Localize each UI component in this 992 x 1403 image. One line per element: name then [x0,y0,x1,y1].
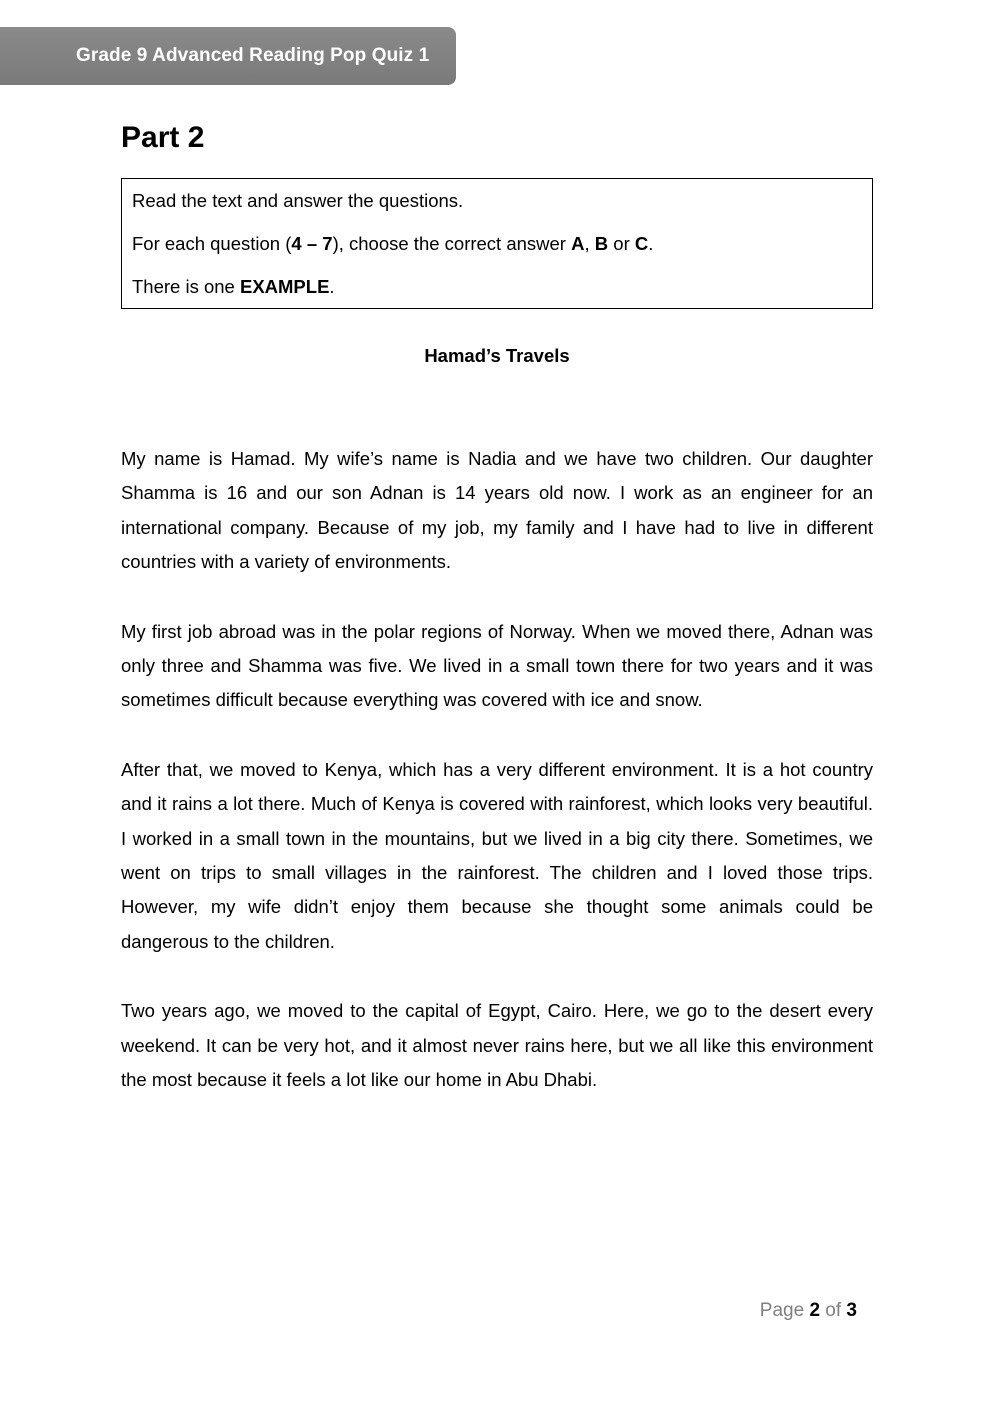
page-number: Page 2 of 3 [759,1300,857,1321]
part-title: Part 2 [121,121,205,154]
option-a: A [571,233,585,254]
option-c: C [634,233,649,254]
question-range: 4 – 7 [291,233,333,254]
instruction-line-3: There is one EXAMPLE. [132,276,335,297]
current-page: 2 [809,1300,821,1321]
passage-title: Hamad’s Travels [424,345,570,366]
passage-paragraph: Two years ago, we moved to the capital of Egypt, Cairo. Here, we go to the desert every weekend. It can be very hot, and it almost never rains here, but we all like this environment the most because it feels a lot like our home in Abu Dhabi. [121,1000,873,1091]
total-pages: 3 [846,1300,857,1321]
instructions-box [121,178,873,309]
passage-paragraph: My name is Hamad. My wife’s name is Nadia and we have two children. Our daughter Shamma is 16 and our son Adnan is 14 years old now. I work as an engineer for an international company. Because of my job, my family and I have had to live in different countries with a variety of environments. [121,448,873,573]
instruction-line-1: Read the text and answer the questions. [132,190,464,211]
example-keyword: EXAMPLE [239,276,330,297]
passage-paragraph: After that, we moved to Kenya, which has a very different environment. It is a hot country and it rains a lot there. Much of Kenya is covered with rainforest, which looks very beautiful. I worked in a small town in the mountains, but we lived in a big city there. Sometimes, we went on trips to small villages in the rainforest. The children and I loved those trips. However, my wife didn’t enjoy them because she thought some animals could be dangerous to the children. [121,758,873,952]
option-b: B [594,233,609,254]
quiz-title: Grade 9 Advanced Reading Pop Quiz 1 [76,45,430,66]
instruction-line-2: For each question (4 – 7), choose the correct answer A, B or C. [132,233,654,254]
passage-paragraph: My first job abroad was in the polar regions of Norway. When we moved there, Adnan was only three and Shamma was five. We lived in a small town there for two years and it was sometimes difficult because everything was covered with ice and snow. [121,620,873,711]
passage-body [121,442,873,1133]
header-tab [0,27,456,85]
